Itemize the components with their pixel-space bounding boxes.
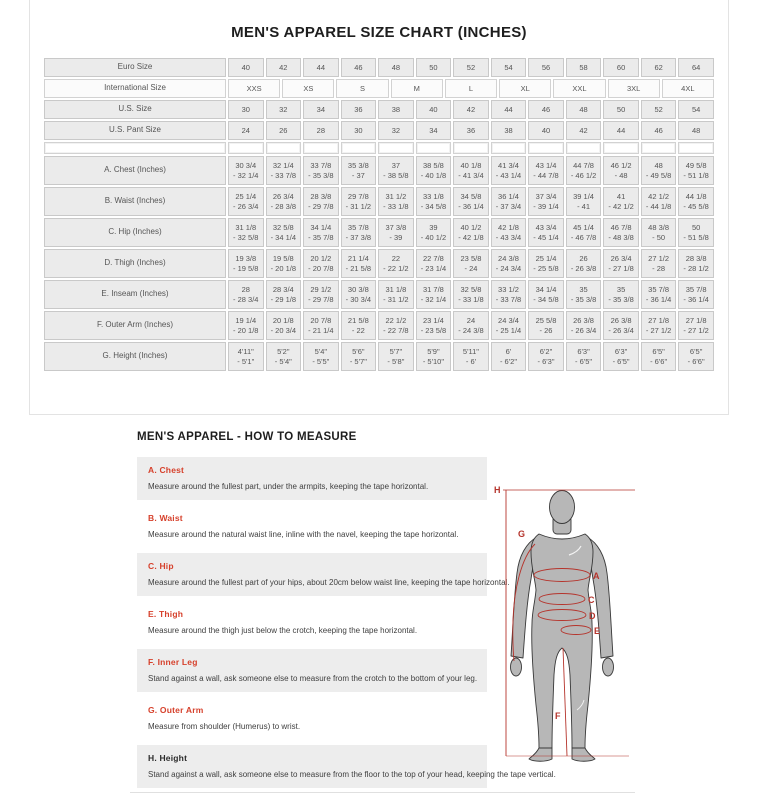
row-cells <box>228 79 714 98</box>
row-cells <box>228 58 714 77</box>
size-input-cell[interactable] <box>416 142 452 154</box>
size-cell: 46 <box>341 58 377 77</box>
size-cell: 5'7" - 5'8" <box>378 342 414 371</box>
size-cell: 26 3/8 - 26 3/4 <box>566 311 602 340</box>
size-cell: 37 3/8 - 39 <box>378 218 414 247</box>
size-cell: 44 7/8 - 46 1/2 <box>566 156 602 185</box>
row-cells <box>228 218 714 247</box>
row-label: D. Thigh (Inches) <box>44 249 226 278</box>
size-cell: 31 1/8 - 31 1/2 <box>378 280 414 309</box>
size-cell: 64 <box>678 58 714 77</box>
table-row <box>44 79 714 98</box>
measure-instruction-item <box>137 553 510 596</box>
row-label: G. Height (Inches) <box>44 342 226 371</box>
size-input-cell[interactable] <box>603 142 639 154</box>
size-cell: 46 <box>641 121 677 140</box>
how-to-measure-heading: MEN'S APPAREL - HOW TO MEASURE <box>137 431 357 443</box>
size-input-cell[interactable] <box>266 142 302 154</box>
size-cell: S <box>336 79 388 98</box>
size-input-cell[interactable] <box>341 142 377 154</box>
row-cells <box>228 280 714 309</box>
size-cell: 35 3/8 - 37 <box>341 156 377 185</box>
measure-item-description: Measure around the fullest part of your hips, about 20cm below waist line, keeping the tape horizontal. <box>148 578 510 587</box>
size-cell: 19 1/4 - 20 1/8 <box>228 311 264 340</box>
figure-label-f: F <box>555 711 561 721</box>
row-label: Euro Size <box>44 58 226 77</box>
size-cell: 50 <box>603 100 639 119</box>
size-cell: 6'5" - 6'6" <box>641 342 677 371</box>
table-row <box>44 311 714 340</box>
size-cell: 36 <box>453 121 489 140</box>
measure-item-description: Stand against a wall, ask someone else to measure from the crotch to the bottom of your leg. <box>148 674 478 683</box>
size-cell: 28 3/8 - 28 1/2 <box>678 249 714 278</box>
size-cell: 31 1/8 - 32 5/8 <box>228 218 264 247</box>
row-label: U.S. Size <box>44 100 226 119</box>
size-cell: 34 <box>416 121 452 140</box>
table-row <box>44 58 714 77</box>
size-input-cell[interactable] <box>641 142 677 154</box>
measure-instruction-item <box>137 601 487 644</box>
size-cell: 50 - 51 5/8 <box>678 218 714 247</box>
size-cell: 28 - 28 3/4 <box>228 280 264 309</box>
size-cell: 34 1/4 - 35 7/8 <box>303 218 339 247</box>
size-cell: 19 5/8 - 20 1/8 <box>266 249 302 278</box>
size-cell: 4'11" - 5'1" <box>228 342 264 371</box>
measure-item-description: Measure around the natural waist line, inline with the navel, keeping the tape horizontal. <box>148 530 459 539</box>
size-cell: 44 <box>603 121 639 140</box>
figure-label-e: E <box>594 626 601 636</box>
measure-instruction-item <box>137 505 487 548</box>
size-cell: 31 1/2 - 33 1/8 <box>378 187 414 216</box>
row-cells <box>228 121 714 140</box>
size-input-cell[interactable] <box>528 142 564 154</box>
size-cell: 27 1/8 - 27 1/2 <box>678 311 714 340</box>
size-cell: 21 1/4 - 21 5/8 <box>341 249 377 278</box>
size-cell: 35 - 35 3/8 <box>603 280 639 309</box>
size-cell: 23 1/4 - 23 5/8 <box>416 311 452 340</box>
size-cell: 30 3/4 - 32 1/4 <box>228 156 264 185</box>
size-cell: 32 5/8 - 33 1/8 <box>453 280 489 309</box>
size-cell: 24 3/4 - 25 1/4 <box>491 311 527 340</box>
measurement-figure-icon <box>489 460 635 792</box>
size-cell: 44 <box>303 58 339 77</box>
size-cell: 46 7/8 - 48 3/8 <box>603 218 639 247</box>
size-input-cell[interactable] <box>491 142 527 154</box>
size-cell: 42 <box>453 100 489 119</box>
size-cell: 26 3/8 - 26 3/4 <box>603 311 639 340</box>
table-row <box>44 342 714 371</box>
size-cell: 24 - 24 3/8 <box>453 311 489 340</box>
size-cell: 22 1/2 - 22 7/8 <box>378 311 414 340</box>
size-cell: 19 3/8 - 19 5/8 <box>228 249 264 278</box>
size-cell: 24 <box>228 121 264 140</box>
size-cell: 26 - 26 3/8 <box>566 249 602 278</box>
row-label: F. Outer Arm (Inches) <box>44 311 226 340</box>
size-cell: 48 - 49 5/8 <box>641 156 677 185</box>
size-cell: 33 7/8 - 35 3/8 <box>303 156 339 185</box>
size-cell: 6' - 6'2" <box>491 342 527 371</box>
size-cell: 20 7/8 - 21 1/4 <box>303 311 339 340</box>
measure-instruction-item <box>137 649 487 692</box>
table-row <box>44 249 714 278</box>
size-cell: 48 <box>678 121 714 140</box>
size-cell: 40 <box>528 121 564 140</box>
size-cell: 33 1/8 - 34 5/8 <box>416 187 452 216</box>
table-row <box>44 142 714 154</box>
size-cell: 43 1/4 - 44 7/8 <box>528 156 564 185</box>
size-cell: XL <box>499 79 551 98</box>
measure-instruction-item <box>137 745 556 788</box>
size-cell: 42 <box>266 58 302 77</box>
size-chart-section <box>29 0 729 415</box>
size-cell: 56 <box>528 58 564 77</box>
size-cell: 41 3/4 - 43 1/4 <box>491 156 527 185</box>
figure-label-c: C <box>588 595 595 605</box>
size-cell: 44 1/8 - 45 5/8 <box>678 187 714 216</box>
size-cell: 46 <box>528 100 564 119</box>
table-row <box>44 187 714 216</box>
size-cell: 22 7/8 - 23 1/4 <box>416 249 452 278</box>
body-measurement-figure <box>489 460 635 792</box>
size-cell: 36 <box>341 100 377 119</box>
measure-item-title: F. Inner Leg <box>148 657 198 667</box>
size-cell: 6'2" - 6'3" <box>528 342 564 371</box>
size-cell: XXS <box>228 79 280 98</box>
row-cells <box>228 249 714 278</box>
size-cell: 40 <box>228 58 264 77</box>
page-title: MEN'S APPAREL SIZE CHART (INCHES) <box>231 24 527 41</box>
row-cells <box>228 311 714 340</box>
size-cell: 39 1/4 - 41 <box>566 187 602 216</box>
size-cell: 49 5/8 - 51 1/8 <box>678 156 714 185</box>
size-cell: 48 <box>566 100 602 119</box>
size-cell: XXL <box>553 79 605 98</box>
size-cell: 46 1/2 - 48 <box>603 156 639 185</box>
size-cell: 37 - 38 5/8 <box>378 156 414 185</box>
row-label: C. Hip (Inches) <box>44 218 226 247</box>
size-cell: 6'3" - 6'5" <box>603 342 639 371</box>
size-cell: 43 3/4 - 45 1/4 <box>528 218 564 247</box>
row-label: U.S. Pant Size <box>44 121 226 140</box>
size-input-cell[interactable] <box>228 142 264 154</box>
size-cell: 35 - 35 3/8 <box>566 280 602 309</box>
size-cell: 5'4" - 5'5" <box>303 342 339 371</box>
size-cell: 44 <box>491 100 527 119</box>
table-row <box>44 280 714 309</box>
size-cell: 23 5/8 - 24 <box>453 249 489 278</box>
measure-item-title: H. Height <box>148 753 188 763</box>
size-cell: 40 1/8 - 41 3/4 <box>453 156 489 185</box>
size-cell: 28 <box>303 121 339 140</box>
size-cell: 32 <box>378 121 414 140</box>
size-cell: 34 <box>303 100 339 119</box>
size-cell: 52 <box>641 100 677 119</box>
table-row <box>44 156 714 185</box>
size-cell: 25 1/4 - 26 3/4 <box>228 187 264 216</box>
size-cell: 54 <box>678 100 714 119</box>
size-input-cell[interactable] <box>453 142 489 154</box>
size-cell: 45 1/4 - 46 7/8 <box>566 218 602 247</box>
measure-instruction-item <box>137 457 487 500</box>
row-label: B. Waist (Inches) <box>44 187 226 216</box>
table-row <box>44 121 714 140</box>
size-cell: 5'11" - 6' <box>453 342 489 371</box>
size-cell: 30 3/8 - 30 3/4 <box>341 280 377 309</box>
size-cell: 38 5/8 - 40 1/8 <box>416 156 452 185</box>
size-cell: 20 1/8 - 20 3/4 <box>266 311 302 340</box>
size-cell: 60 <box>603 58 639 77</box>
measure-item-title: C. Hip <box>148 561 174 571</box>
figure-label-g: G <box>518 529 526 539</box>
size-cell: L <box>445 79 497 98</box>
measure-item-title: G. Outer Arm <box>148 705 204 715</box>
measure-instructions-list <box>137 457 556 793</box>
size-cell: 5'6" - 5'7" <box>341 342 377 371</box>
row-cells <box>228 156 714 185</box>
size-cell: 34 5/8 - 36 1/4 <box>453 187 489 216</box>
size-cell: 3XL <box>608 79 660 98</box>
size-cell: 27 1/8 - 27 1/2 <box>641 311 677 340</box>
size-cell: 39 - 40 1/2 <box>416 218 452 247</box>
size-cell: 27 1/2 - 28 <box>641 249 677 278</box>
measure-item-description: Measure around the fullest part, under the armpits, keeping the tape horizontal. <box>148 482 429 491</box>
size-cell: 31 7/8 - 32 1/4 <box>416 280 452 309</box>
size-cell: 35 7/8 - 37 3/8 <box>341 218 377 247</box>
size-cell: 24 3/8 - 24 3/4 <box>491 249 527 278</box>
size-cell: 41 - 42 1/2 <box>603 187 639 216</box>
size-cell: XS <box>282 79 334 98</box>
size-cell: 48 <box>378 58 414 77</box>
figure-label-d: D <box>589 611 596 621</box>
size-cell: 48 3/8 - 50 <box>641 218 677 247</box>
size-cell: 20 1/2 - 20 7/8 <box>303 249 339 278</box>
size-cell: 50 <box>416 58 452 77</box>
row-label: E. Inseam (Inches) <box>44 280 226 309</box>
size-cell: 42 1/2 - 44 1/8 <box>641 187 677 216</box>
size-cell: 25 5/8 - 26 <box>528 311 564 340</box>
row-cells <box>228 142 714 154</box>
size-cell: 40 <box>416 100 452 119</box>
size-cell: 38 <box>378 100 414 119</box>
size-cell: 40 1/2 - 42 1/8 <box>453 218 489 247</box>
measure-item-title: B. Waist <box>148 513 183 523</box>
row-label: International Size <box>44 79 226 98</box>
size-cell: 5'2" - 5'4" <box>266 342 302 371</box>
size-cell: 32 1/4 - 33 7/8 <box>266 156 302 185</box>
size-cell: 25 1/4 - 25 5/8 <box>528 249 564 278</box>
figure-label-a: A <box>593 571 600 581</box>
size-input-cell[interactable] <box>378 142 414 154</box>
measure-item-description: Measure from shoulder (Humerus) to wrist. <box>148 722 301 731</box>
size-cell: 32 <box>266 100 302 119</box>
size-cell: 34 1/4 - 34 5/8 <box>528 280 564 309</box>
size-cell: 22 - 22 1/2 <box>378 249 414 278</box>
size-cell: 42 <box>566 121 602 140</box>
size-cell: 30 <box>228 100 264 119</box>
section-divider <box>130 792 635 793</box>
measure-instruction-item <box>137 697 487 740</box>
measure-item-title: A. Chest <box>148 465 185 475</box>
size-cell: 58 <box>566 58 602 77</box>
size-cell: 6'5" - 6'6" <box>678 342 714 371</box>
row-cells <box>228 342 714 371</box>
row-label: A. Chest (Inches) <box>44 156 226 185</box>
size-cell: 6'3" - 6'5" <box>566 342 602 371</box>
size-cell: 52 <box>453 58 489 77</box>
figure-label-h: H <box>494 485 501 495</box>
size-cell: 33 1/2 - 33 7/8 <box>491 280 527 309</box>
size-cell: 35 7/8 - 36 1/4 <box>678 280 714 309</box>
size-cell: 29 1/2 - 29 7/8 <box>303 280 339 309</box>
size-cell: 54 <box>491 58 527 77</box>
size-cell: M <box>391 79 443 98</box>
measure-item-description: Stand against a wall, ask someone else to measure from the floor to the top of your head, keeping the tape vertical. <box>148 770 556 779</box>
size-cell: 29 7/8 - 31 1/2 <box>341 187 377 216</box>
size-cell: 28 3/4 - 29 1/8 <box>266 280 302 309</box>
size-cell: 37 3/4 - 39 1/4 <box>528 187 564 216</box>
table-row <box>44 218 714 247</box>
table-row <box>44 100 714 119</box>
size-cell: 4XL <box>662 79 714 98</box>
size-cell: 32 5/8 - 34 1/4 <box>266 218 302 247</box>
size-cell: 26 3/4 - 28 3/8 <box>266 187 302 216</box>
size-cell: 26 <box>266 121 302 140</box>
size-cell: 5'9" - 5'10" <box>416 342 452 371</box>
row-cells <box>228 100 714 119</box>
measure-item-title: E. Thigh <box>148 609 184 619</box>
size-cell: 35 7/8 - 36 1/4 <box>641 280 677 309</box>
size-cell: 42 1/8 - 43 3/4 <box>491 218 527 247</box>
size-cell: 28 3/8 - 29 7/8 <box>303 187 339 216</box>
size-input-cell[interactable] <box>303 142 339 154</box>
size-cell: 62 <box>641 58 677 77</box>
size-cell: 38 <box>491 121 527 140</box>
size-table <box>44 58 714 371</box>
size-input-cell[interactable] <box>566 142 602 154</box>
measure-item-description: Measure around the thigh just below the crotch, keeping the tape horizontal. <box>148 626 418 635</box>
size-cell: 30 <box>341 121 377 140</box>
row-cells <box>228 187 714 216</box>
row-label <box>44 142 226 154</box>
size-cell: 36 1/4 - 37 3/4 <box>491 187 527 216</box>
size-input-cell[interactable] <box>678 142 714 154</box>
size-cell: 21 5/8 - 22 <box>341 311 377 340</box>
size-cell: 26 3/4 - 27 1/8 <box>603 249 639 278</box>
